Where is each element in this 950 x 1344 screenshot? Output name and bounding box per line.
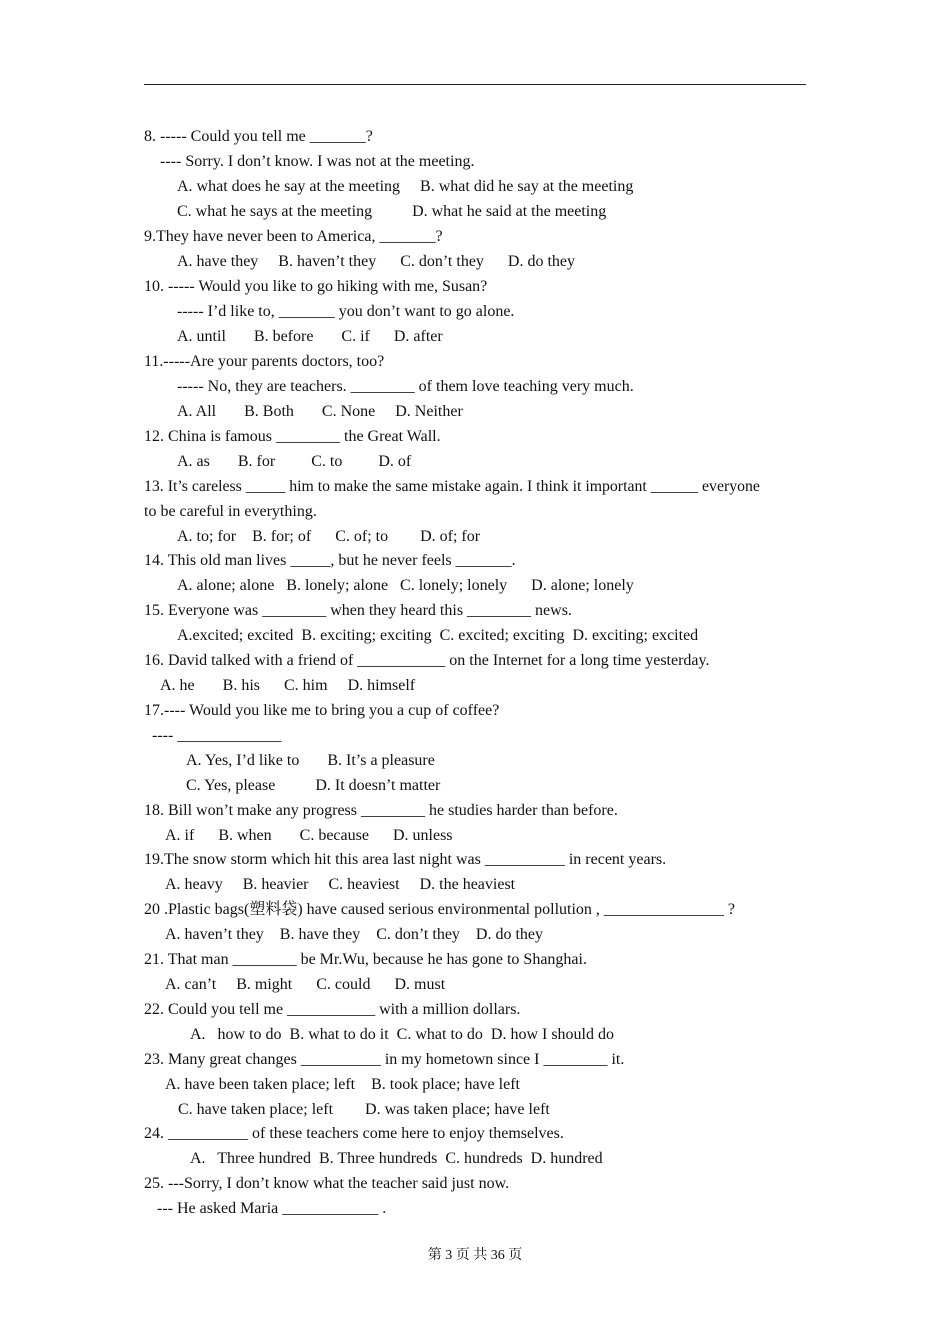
question-14: 14. This old man lives _____, but he never feels _______. [144, 552, 516, 569]
question-10-options: A. until B. before C. if D. after [177, 328, 443, 345]
question-8-options-ab: A. what does he say at the meeting B. what did he say at the meeting [177, 178, 634, 195]
question-18: 18. Bill won’t make any progress ________ he studies harder than before. [144, 802, 618, 819]
question-24-options: A. Three hundred B. Three hundreds C. hundreds D. hundred [190, 1150, 603, 1167]
question-25: 25. ---Sorry, I don’t know what the teacher said just now. [144, 1175, 510, 1192]
question-17-reply: ---- _____________ [152, 727, 282, 744]
question-8: 8. ----- Could you tell me _______? [144, 128, 373, 145]
question-22: 22. Could you tell me ___________ with a million dollars. [144, 1001, 521, 1018]
question-19-options: A. heavy B. heavier C. heaviest D. the heaviest [165, 876, 516, 893]
question-9: 9.They have never been to America, _______? [144, 228, 443, 245]
question-12: 12. China is famous ________ the Great Wall. [144, 428, 441, 445]
question-13-options: A. to; for B. for; of C. of; to D. of; for [177, 528, 481, 545]
question-25-reply: --- He asked Maria ____________ . [157, 1200, 387, 1217]
question-18-options: A. if B. when C. because D. unless [165, 827, 453, 844]
question-21-options: A. can’t B. might C. could D. must [165, 976, 446, 993]
question-16-options: A. he B. his C. him D. himself [160, 677, 416, 694]
question-13: 13. It’s careless _____ him to make the same mistake again. I think it important ______ everyone [144, 478, 760, 495]
question-15: 15. Everyone was ________ when they heard this ________ news. [144, 602, 572, 619]
question-11-reply: ----- No, they are teachers. ________ of them love teaching very much. [177, 378, 634, 395]
question-13-continued: to be careful in everything. [144, 503, 317, 520]
question-11: 11.-----Are your parents doctors, too? [144, 353, 385, 370]
question-17-options-ab: A. Yes, I’d like to B. It’s a pleasure [186, 752, 435, 769]
question-15-options: A.excited; excited B. exciting; exciting C. excited; exciting D. exciting; excited [177, 627, 699, 644]
question-12-options: A. as B. for C. to D. of [177, 453, 412, 470]
question-9-options: A. have they B. haven’t they C. don’t they D. do they [177, 253, 576, 270]
question-20-options: A. haven’t they B. have they C. don’t they D. do they [165, 926, 544, 943]
question-20: 20 .Plastic bags(塑料袋) have caused serious environmental pollution , _______________ ? [144, 901, 736, 918]
question-23-options-ab: A. have been taken place; left B. took place; have left [165, 1076, 520, 1093]
page-number-footer: 第 3 页 共 36 页 [427, 1248, 523, 1263]
question-16: 16. David talked with a friend of ___________ on the Internet for a long time yesterday. [144, 652, 710, 669]
question-21: 21. That man ________ be Mr.Wu, because he has gone to Shanghai. [144, 951, 587, 968]
question-8-reply: ---- Sorry. I don’t know. I was not at the meeting. [160, 153, 475, 170]
question-19: 19.The snow storm which hit this area last night was __________ in recent years. [144, 851, 667, 868]
question-24: 24. __________ of these teachers come here to enjoy themselves. [144, 1125, 564, 1142]
question-17: 17.---- Would you like me to bring you a cup of coffee? [144, 702, 500, 719]
question-8-options-cd: C. what he says at the meeting D. what he said at the meeting [177, 203, 607, 220]
question-22-options: A. how to do B. what to do it C. what to do D. how I should do [190, 1026, 614, 1043]
question-11-options: A. All B. Both C. None D. Neither [177, 403, 463, 420]
question-10-reply: ----- I’d like to, _______ you don’t want to go alone. [177, 303, 515, 320]
question-23-options-cd: C. have taken place; left D. was taken place; have left [178, 1101, 550, 1118]
question-23: 23. Many great changes __________ in my hometown since I ________ it. [144, 1051, 625, 1068]
header-rule [144, 84, 806, 85]
question-17-options-cd: C. Yes, please D. It doesn’t matter [186, 777, 441, 794]
question-14-options: A. alone; alone B. lonely; alone C. lonely; lonely D. alone; lonely [177, 577, 634, 594]
question-10: 10. ----- Would you like to go hiking with me, Susan? [144, 278, 488, 295]
